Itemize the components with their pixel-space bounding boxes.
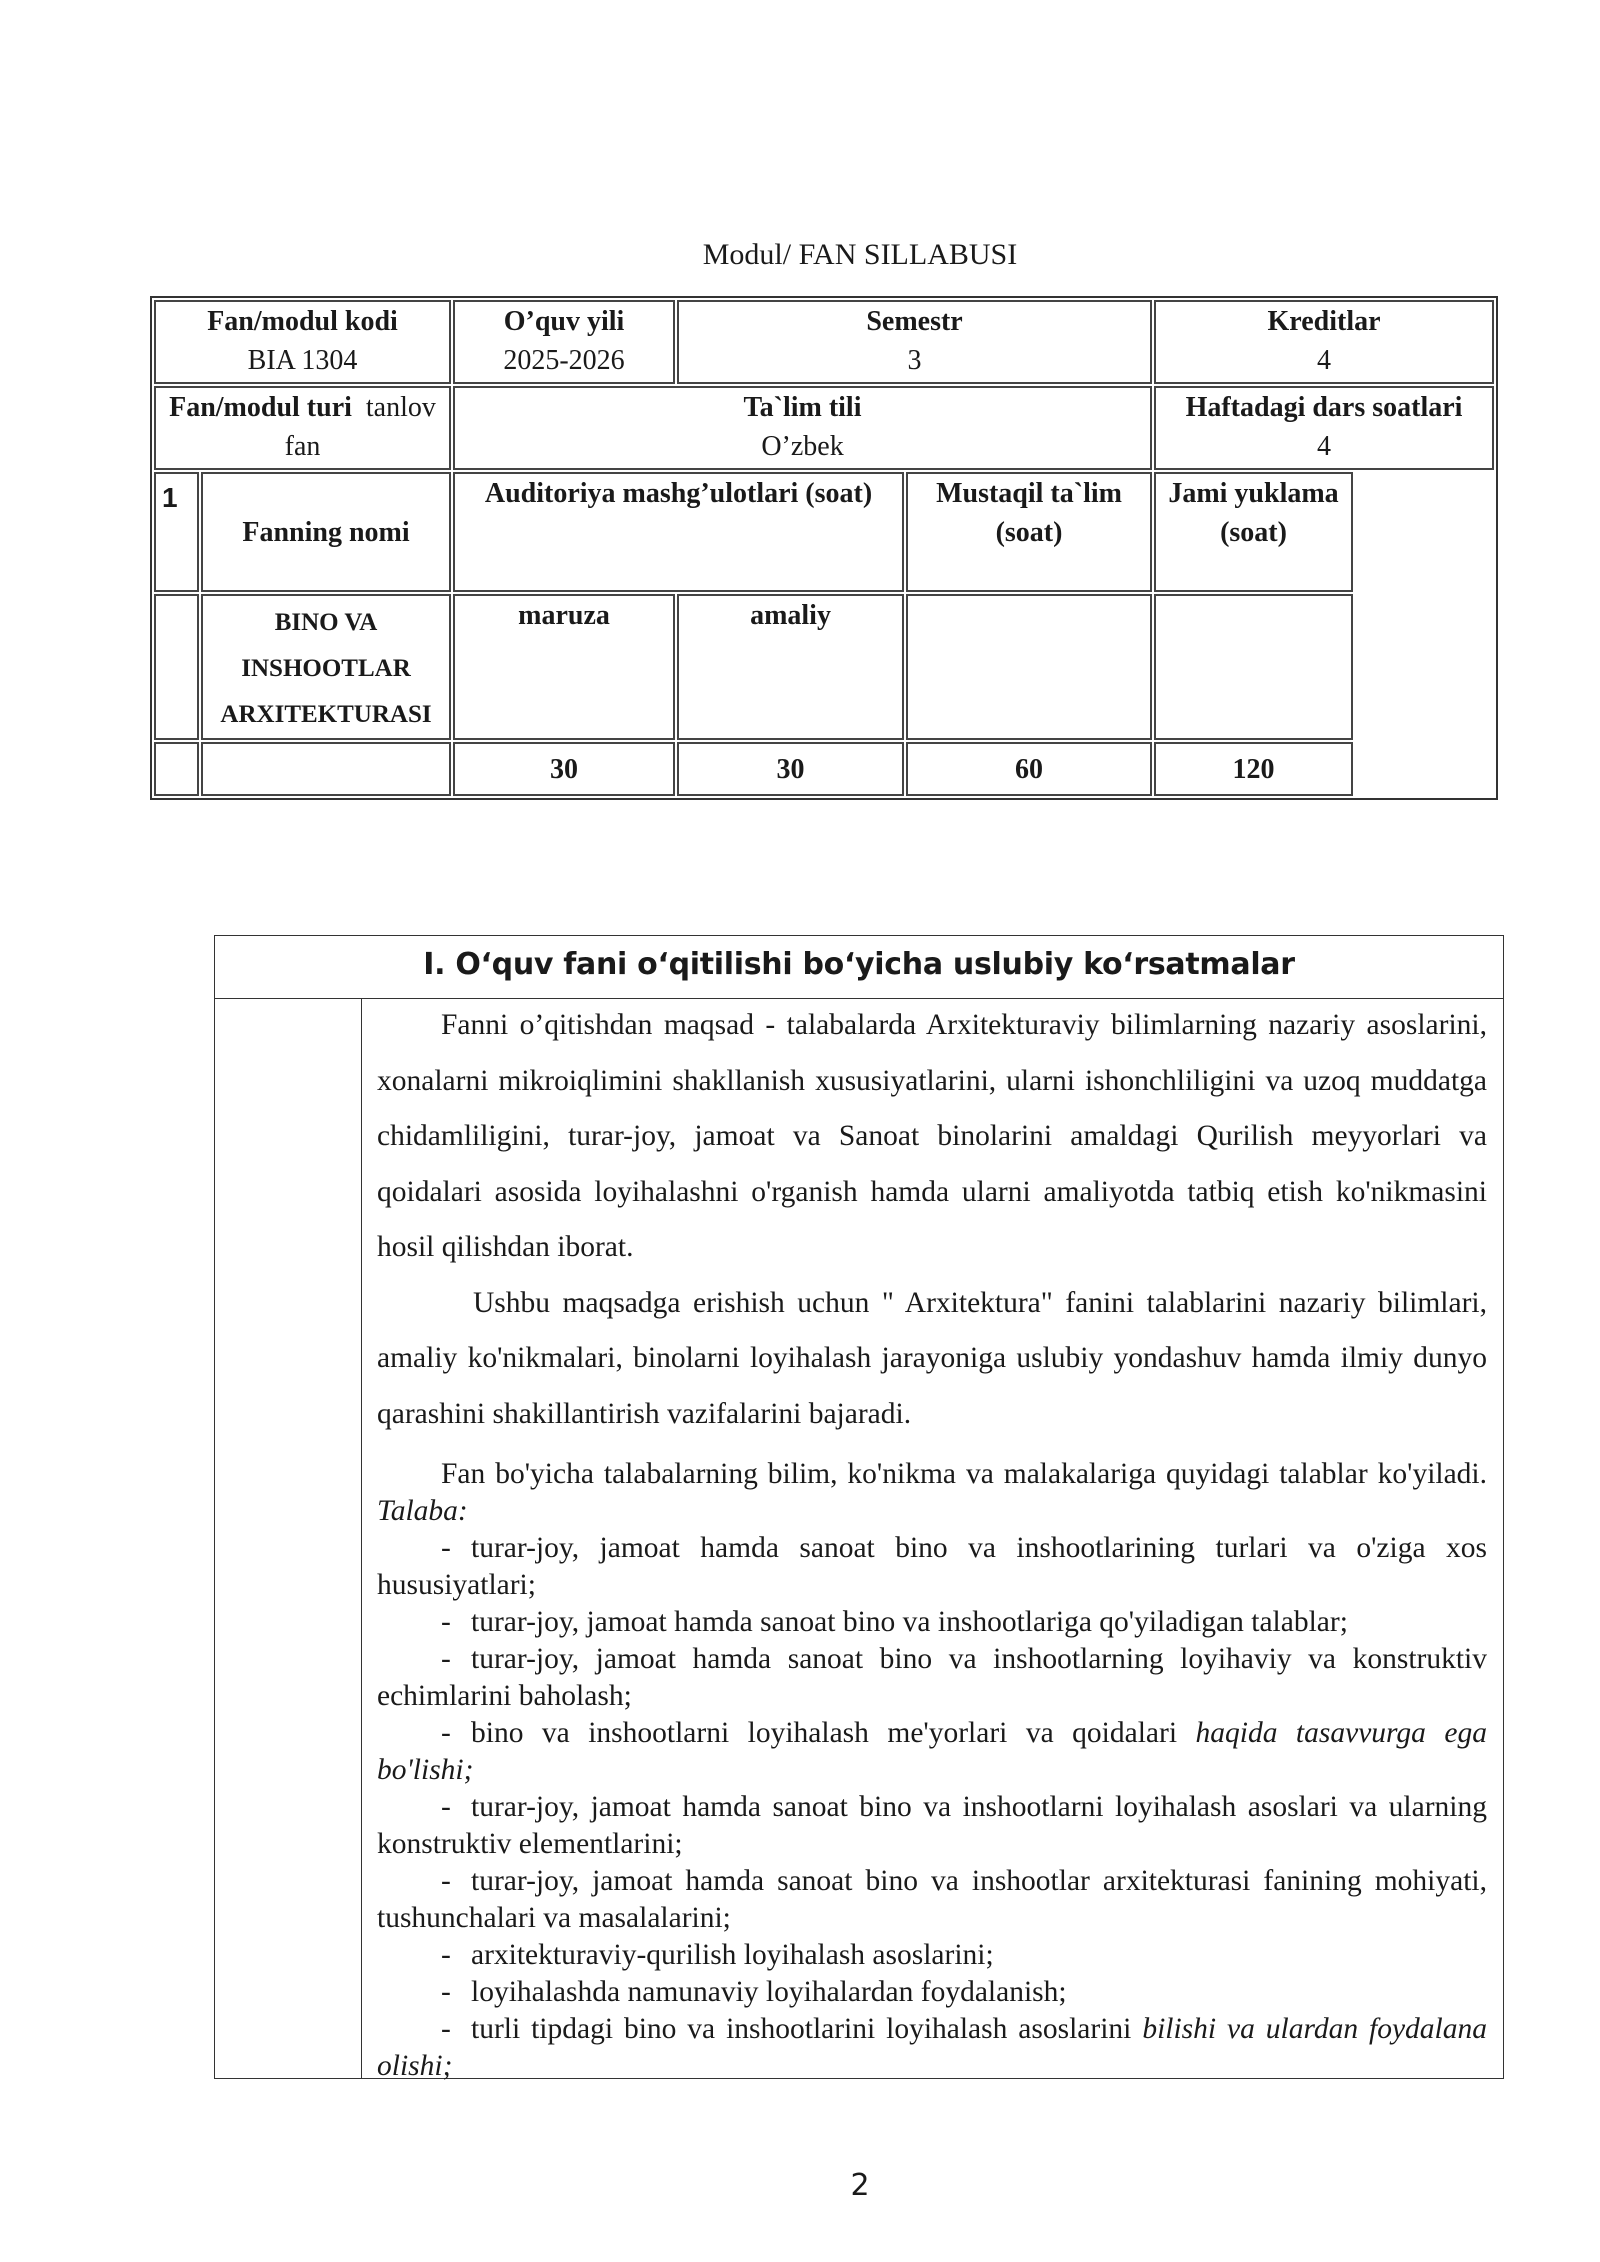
empty-cell	[906, 594, 1152, 740]
paragraph	[377, 1456, 1487, 1530]
empty-cell	[201, 742, 451, 796]
practice-hours: 30	[677, 742, 904, 796]
weekly-hours-value: 4	[1317, 431, 1332, 462]
language-label: Ta`lim tili	[743, 392, 862, 423]
list-item: - turar-joy, jamoat hamda sanoat bino va inshootlarni loyihalash asoslari va ularning konstruktiv elementlarini;	[377, 1791, 1487, 1860]
language-cell	[453, 386, 1152, 470]
type-cell	[154, 386, 451, 470]
auditorium-header: Auditoriya mashg’ulotlari (soat)	[453, 472, 904, 592]
section-body	[377, 998, 1487, 2085]
list-item: - bino va inshootlarni loyihalash me'yorlari va qoidalari haqida tasavvurga ega bo'lishi;	[377, 1717, 1487, 1786]
requirements-list	[377, 1530, 1487, 2085]
weekly-hours-label: Haftadagi dars soatlari	[1185, 392, 1463, 423]
year-value: 2025-2026	[503, 345, 625, 376]
table-row	[154, 472, 1494, 592]
table-row	[154, 594, 1494, 740]
list-item: - loyihalashda namunaviy loyihalardan foydalanish;	[441, 1976, 1067, 2008]
semester-cell	[677, 300, 1152, 384]
empty-cell	[154, 742, 199, 796]
list-item: - turar-joy, jamoat hamda sanoat bino va inshootlar arxitekturasi fanining mohiyati, tushunchalari va masalalarini;	[377, 1865, 1487, 1934]
paragraph-italic: Talaba:	[377, 1495, 468, 1527]
section-left-column	[215, 998, 362, 2078]
year-cell	[453, 300, 675, 384]
list-item: - turar-joy, jamoat hamda sanoat bino va inshootlarining turlari va o'ziga xos hususiyatlari;	[377, 1532, 1487, 1601]
year-label: O’quv yili	[503, 306, 625, 337]
credits-cell	[1154, 300, 1494, 384]
paragraph-text: Fan bo'yicha talabalarning bilim, ko'nikma va malakalariga quyidagi talablar ko'yiladi.	[441, 1458, 1487, 1490]
lecture-hours: 30	[453, 742, 675, 796]
type-value-2: fan	[284, 431, 321, 462]
weekly-hours-cell	[1154, 386, 1494, 470]
semester-value: 3	[907, 345, 922, 376]
list-item: - turli tipdagi bino va inshootlarini loyihalash asoslarini bilishi va ulardan foydalana olishi;	[377, 2013, 1488, 2082]
document-title: Modul/ FAN SILLABUSI	[702, 238, 1018, 271]
page-number: 2	[850, 2168, 870, 2203]
paragraph: Ushbu maqsadga erishish uchun " Arxitektura" fanini talablarini nazariy bilimlari, amaliy ko'nikmalari, binolarni loyihalash jarayoniga uslubiy yondashuv hamda ilmiy dunyo qarashini shakillantirish vazifalarini bajaradi.	[377, 1286, 1487, 1430]
row-number: 1	[154, 472, 199, 592]
empty-cell	[1154, 594, 1353, 740]
credits-value: 4	[1317, 345, 1332, 376]
section-heading: I. O‘quv fani o‘qitilishi bo‘yicha uslubiy ko‘rsatmalar	[215, 936, 1503, 999]
subject-name-line-2: ARXITEKTURASI	[220, 701, 432, 728]
independent-hours: 60	[906, 742, 1152, 796]
language-value: O’zbek	[761, 431, 844, 462]
list-item: - arxitekturaviy-qurilish loyihalash asoslarini;	[441, 1939, 994, 1971]
total-hours: 120	[1154, 742, 1353, 796]
guidelines-section	[214, 935, 1504, 2082]
semester-label: Semestr	[866, 306, 963, 337]
lecture-label: maruza	[453, 594, 675, 740]
code-value: BIA 1304	[247, 345, 358, 376]
empty-cell	[154, 594, 199, 740]
table-row	[154, 300, 1494, 384]
syllabus-table	[150, 296, 1498, 800]
independent-header: Mustaqil ta`lim (soat)	[906, 472, 1152, 592]
code-cell	[154, 300, 451, 384]
practice-label: amaliy	[677, 594, 904, 740]
credits-label: Kreditlar	[1267, 306, 1381, 337]
list-item: - turar-joy, jamoat hamda sanoat bino va inshootlarning loyihaviy va konstruktiv echimlarini baholash;	[377, 1643, 1487, 1712]
code-label: Fan/modul kodi	[207, 306, 398, 337]
subject-name-line-1: BINO VA INSHOOTLAR	[241, 609, 411, 682]
subject-name	[201, 594, 451, 740]
subject-header: Fanning nomi	[201, 472, 451, 592]
paragraph: Fanni o’qitishdan maqsad - talabalarda Arxitekturaviy bilimlarning nazariy asoslarini, xonalarni mikroiqlimini shakllanish xususiyatlarini, ularni ishonchliligini va uzoq muddatga chidamliligini, turar-joy, jamoat va Sanoat binolarini amaldagi Qurilish meyyorlari va qoidalari asosida loyihalashni o'rganish hamda ularni amaliyotda tatbiq etish ko'nikmasini hosil qilishdan iborat.	[377, 1009, 1487, 1263]
table-row	[154, 742, 1494, 796]
table-row	[154, 386, 1494, 470]
total-header: Jami yuklama (soat)	[1154, 472, 1353, 592]
list-item: - turar-joy, jamoat hamda sanoat bino va inshootlariga qo'yiladigan talablar;	[441, 1606, 1348, 1638]
type-value: tanlov	[365, 392, 436, 423]
type-label: Fan/modul turi	[169, 392, 352, 423]
